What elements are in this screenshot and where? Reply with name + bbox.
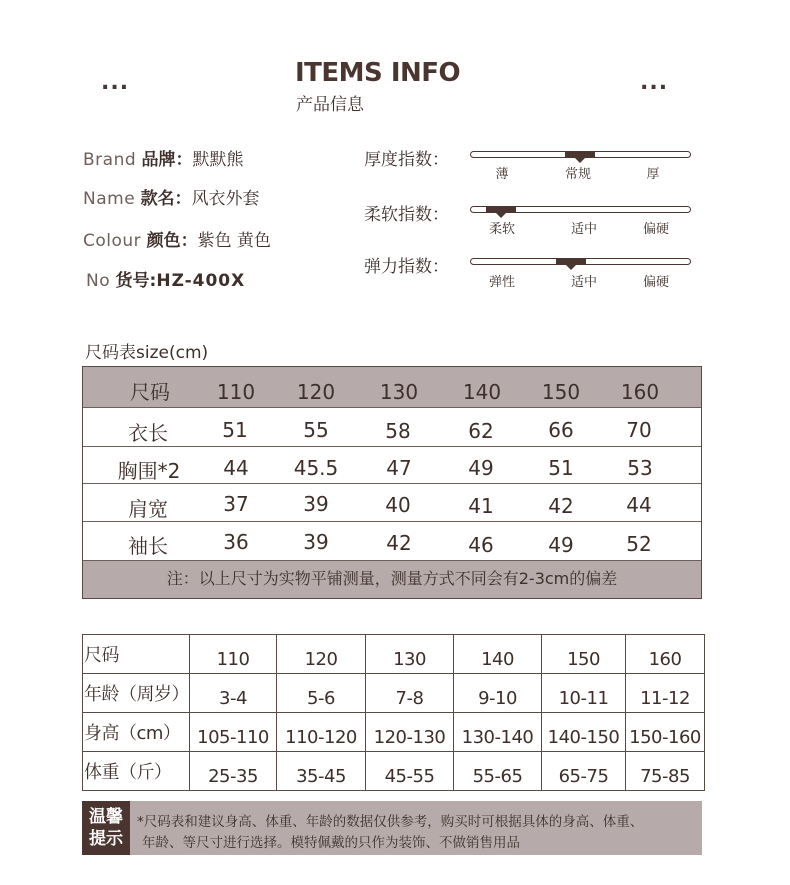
table-row bbox=[83, 752, 705, 791]
age-table-cell: 150-160 bbox=[626, 713, 705, 752]
item-number-value: HZ-400X bbox=[156, 271, 246, 291]
size-table-cell: 70 bbox=[626, 418, 652, 442]
size-table-row-label: 衣长 bbox=[128, 421, 168, 445]
size-table-cell: 62 bbox=[468, 419, 494, 443]
size-table-cell: 44 bbox=[626, 493, 652, 517]
softness-tick-stiff: 偏硬 bbox=[642, 222, 670, 237]
size-table-cell: 42 bbox=[548, 494, 574, 518]
size-table-cell: 40 bbox=[385, 493, 411, 517]
brand-label: 品牌： bbox=[141, 150, 193, 170]
size-table-row-label: 袖长 bbox=[128, 534, 168, 558]
tip-badge bbox=[82, 801, 130, 855]
age-table-cell: 105-110 bbox=[190, 713, 277, 752]
age-table-cell: 5-6 bbox=[277, 674, 366, 713]
thickness-index-label: 厚度指数： bbox=[364, 150, 449, 170]
age-table-cell: 120-130 bbox=[366, 713, 454, 752]
age-table-row-label: 身高（cm） bbox=[83, 713, 190, 752]
age-table-cell: 45-55 bbox=[366, 752, 454, 791]
elasticity-tick-medium: 适中 bbox=[570, 275, 598, 290]
thickness-index-track bbox=[470, 151, 691, 158]
age-table-header-cell: 尺码 bbox=[83, 635, 190, 674]
age-table-header-cell: 120 bbox=[277, 635, 366, 674]
size-table-cell: 58 bbox=[385, 419, 411, 443]
size-table-row-label: 肩宽 bbox=[128, 497, 168, 521]
thickness-tick-thin: 薄 bbox=[495, 167, 509, 182]
age-table-cell: 7-8 bbox=[366, 674, 454, 713]
page-subtitle: 产品信息 bbox=[296, 95, 364, 115]
softness-index-label: 柔软指数： bbox=[364, 205, 449, 225]
size-table-note: 注：以上尺寸为实物平铺测量，测量方式不同会有2-3cm的偏差 bbox=[166, 569, 618, 588]
size-table-divider bbox=[83, 521, 701, 522]
size-table-divider bbox=[83, 560, 701, 561]
size-table-cell: 42 bbox=[386, 531, 412, 555]
table-row bbox=[83, 635, 705, 674]
size-table-header-cell: 160 bbox=[620, 380, 660, 404]
tip-text-line-2: 年龄、等尺寸进行选择。模特佩戴的只作为装饰、不做销售用品 bbox=[142, 835, 520, 851]
softness-index-marker bbox=[486, 206, 516, 213]
brand-en-label: Brand bbox=[83, 150, 137, 170]
colour-en-label: Colour bbox=[83, 231, 142, 251]
table-row bbox=[83, 674, 705, 713]
brand-row bbox=[83, 145, 244, 170]
size-table-cell: 41 bbox=[468, 494, 494, 518]
colour-value: 紫色 黄色 bbox=[197, 231, 271, 251]
brand-value: 默默熊 bbox=[192, 150, 244, 170]
size-table-cell: 45.5 bbox=[293, 456, 339, 480]
age-table-row-label: 体重（斤） bbox=[83, 752, 190, 791]
size-table-cell: 49 bbox=[468, 456, 494, 480]
colour-label: 颜色： bbox=[146, 231, 198, 251]
size-table-divider bbox=[83, 446, 701, 447]
size-table-header-cell: 150 bbox=[541, 380, 581, 404]
name-value: 风衣外套 bbox=[191, 189, 260, 209]
age-table-cell: 130-140 bbox=[454, 713, 542, 752]
age-height-weight-table bbox=[82, 634, 705, 791]
age-table-cell: 65-75 bbox=[542, 752, 626, 791]
name-label: 款名： bbox=[140, 189, 192, 209]
size-table-cell: 44 bbox=[223, 456, 249, 480]
size-table-cell: 51 bbox=[548, 456, 574, 480]
tip-text-line-1: *尺码表和建议身高、体重、年龄的数据仅供参考，购买时可根据具体的身高、体重、 bbox=[137, 814, 644, 830]
age-table-header-cell: 130 bbox=[366, 635, 454, 674]
item-number-row bbox=[86, 266, 245, 291]
name-en-label: Name bbox=[83, 189, 136, 209]
thickness-tick-thick: 厚 bbox=[646, 167, 660, 182]
size-table-cell: 36 bbox=[223, 530, 249, 554]
size-table-cell: 46 bbox=[468, 533, 494, 557]
age-table-cell: 3-4 bbox=[190, 674, 277, 713]
decorative-dots-left: ... bbox=[101, 70, 130, 95]
size-table-cell: 51 bbox=[222, 418, 248, 442]
name-row bbox=[83, 184, 260, 209]
size-table-cell: 49 bbox=[548, 533, 574, 557]
age-table-cell: 35-45 bbox=[277, 752, 366, 791]
tip-badge-label: 温馨提示 bbox=[89, 807, 123, 849]
age-table-header-cell: 140 bbox=[454, 635, 542, 674]
age-table-cell: 140-150 bbox=[542, 713, 626, 752]
size-table-header-cell: 130 bbox=[379, 380, 419, 404]
size-table-caption: 尺码表size(cm) bbox=[85, 343, 209, 363]
thickness-tick-regular: 常规 bbox=[564, 167, 592, 182]
age-table-header-cell: 110 bbox=[190, 635, 277, 674]
age-table-cell: 55-65 bbox=[454, 752, 542, 791]
age-table-cell: 25-35 bbox=[190, 752, 277, 791]
table-row bbox=[83, 713, 705, 752]
elasticity-tick-elastic: 弹性 bbox=[488, 275, 516, 290]
colour-row bbox=[83, 226, 271, 251]
size-table-cell: 47 bbox=[386, 456, 412, 480]
age-table-row-label: 年龄（周岁） bbox=[83, 674, 190, 713]
size-table-divider bbox=[83, 407, 701, 408]
age-table-cell: 75-85 bbox=[626, 752, 705, 791]
elasticity-index-marker bbox=[556, 258, 586, 265]
elasticity-tick-stiff: 偏硬 bbox=[642, 275, 670, 290]
size-table-cell: 37 bbox=[223, 492, 249, 516]
size-table-cell: 52 bbox=[626, 532, 652, 556]
elasticity-index-label: 弹力指数： bbox=[364, 257, 449, 277]
size-table-cell: 39 bbox=[303, 492, 329, 516]
elasticity-index-track bbox=[470, 258, 691, 265]
size-table-cell: 66 bbox=[548, 418, 574, 442]
size-table-header-cell: 尺码 bbox=[130, 380, 170, 404]
size-table-cell: 39 bbox=[303, 530, 329, 554]
softness-index-track bbox=[470, 206, 691, 213]
age-table-cell: 110-120 bbox=[277, 713, 366, 752]
age-table-header-cell: 150 bbox=[542, 635, 626, 674]
item-number-label: 货号: bbox=[115, 271, 157, 291]
size-table-row-label: 胸围*2 bbox=[117, 459, 181, 483]
size-table-cell: 53 bbox=[627, 456, 653, 480]
age-table-cell: 10-11 bbox=[542, 674, 626, 713]
size-table-header-cell: 140 bbox=[462, 380, 502, 404]
size-table-cell: 55 bbox=[303, 418, 329, 442]
age-table-header-cell: 160 bbox=[626, 635, 705, 674]
page-title: ITEMS INFO bbox=[295, 58, 461, 88]
decorative-dots-right: ... bbox=[640, 70, 669, 95]
size-table-header-cell: 110 bbox=[216, 380, 256, 404]
item-number-en-label: No bbox=[86, 271, 111, 291]
thickness-index-marker bbox=[565, 151, 595, 158]
size-table-header-cell: 120 bbox=[296, 380, 336, 404]
softness-tick-medium: 适中 bbox=[570, 222, 598, 237]
softness-tick-soft: 柔软 bbox=[488, 222, 516, 237]
age-table-cell: 11-12 bbox=[626, 674, 705, 713]
age-table-cell: 9-10 bbox=[454, 674, 542, 713]
